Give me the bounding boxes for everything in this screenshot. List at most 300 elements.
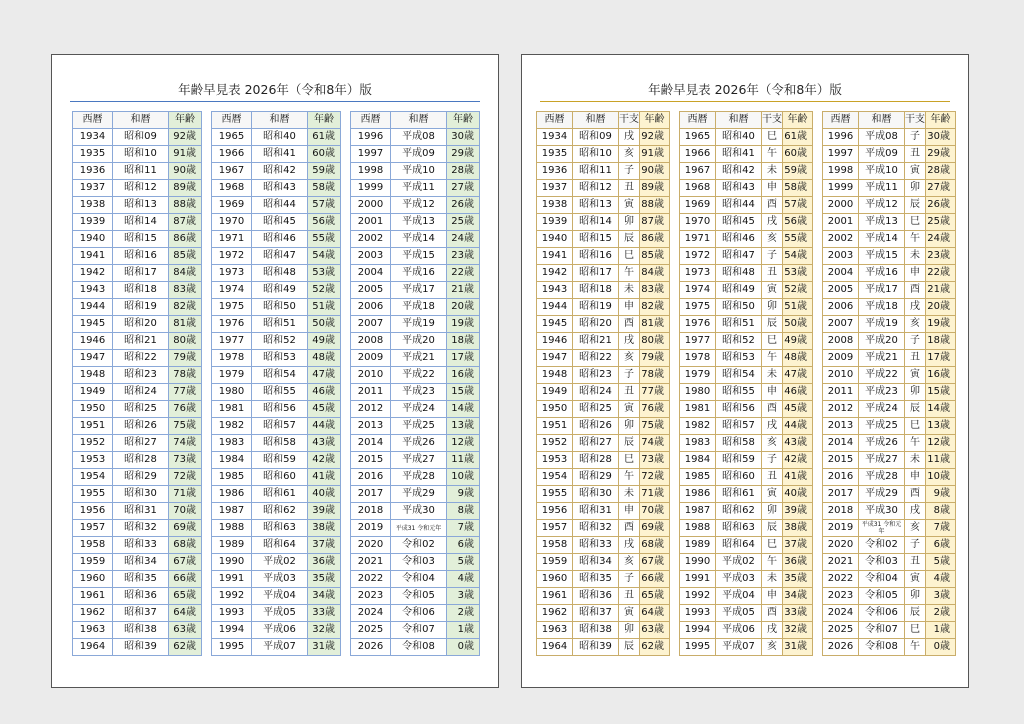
wareki-cell: 昭和41 bbox=[716, 146, 762, 163]
seireki-cell: 1998 bbox=[823, 163, 859, 180]
age-cell: 40歳 bbox=[783, 486, 813, 503]
table-row bbox=[537, 486, 670, 503]
table-row bbox=[212, 571, 341, 588]
age-cell: 9歳 bbox=[926, 486, 956, 503]
wareki-cell: 昭和31 bbox=[113, 503, 169, 520]
seireki-cell: 1941 bbox=[73, 248, 113, 265]
age-cell: 89歳 bbox=[640, 180, 670, 197]
seireki-cell: 1979 bbox=[212, 367, 252, 384]
age-cell: 17歳 bbox=[447, 350, 480, 367]
header-row bbox=[351, 112, 480, 129]
seireki-cell: 1956 bbox=[73, 503, 113, 520]
age-cell: 20歳 bbox=[447, 299, 480, 316]
eto-cell: 亥 bbox=[762, 435, 783, 452]
age-cell: 19歳 bbox=[926, 316, 956, 333]
seireki-cell: 1981 bbox=[212, 401, 252, 418]
wareki-cell: 昭和24 bbox=[573, 384, 619, 401]
wareki-cell: 平成07 bbox=[716, 639, 762, 656]
seireki-cell: 2012 bbox=[823, 401, 859, 418]
wareki-cell: 昭和64 bbox=[716, 537, 762, 554]
seireki-cell: 1942 bbox=[537, 265, 573, 282]
table-row bbox=[823, 520, 956, 537]
table-row bbox=[212, 316, 341, 333]
eto-cell: 酉 bbox=[619, 316, 640, 333]
eto-cell: 酉 bbox=[762, 401, 783, 418]
table-row bbox=[351, 520, 480, 537]
header-age: 年齢 bbox=[169, 112, 202, 129]
eto-cell: 未 bbox=[619, 486, 640, 503]
seireki-cell: 1952 bbox=[537, 435, 573, 452]
seireki-cell: 1983 bbox=[212, 435, 252, 452]
age-cell: 73歳 bbox=[640, 452, 670, 469]
wareki-cell: 昭和22 bbox=[113, 350, 169, 367]
seireki-cell: 2007 bbox=[823, 316, 859, 333]
table-row bbox=[73, 418, 202, 435]
wareki-cell: 平成10 bbox=[859, 163, 905, 180]
seireki-cell: 2003 bbox=[351, 248, 391, 265]
wareki-cell: 昭和21 bbox=[113, 333, 169, 350]
age-table bbox=[72, 111, 202, 656]
seireki-cell: 2001 bbox=[351, 214, 391, 231]
table-row bbox=[680, 350, 813, 367]
age-cell: 39歳 bbox=[308, 503, 341, 520]
age-cell: 39歳 bbox=[783, 503, 813, 520]
wareki-cell: 令和02 bbox=[391, 537, 447, 554]
eto-cell: 未 bbox=[762, 163, 783, 180]
table-row bbox=[680, 282, 813, 299]
seireki-cell: 1991 bbox=[680, 571, 716, 588]
seireki-cell: 1965 bbox=[212, 129, 252, 146]
table-row bbox=[823, 384, 956, 401]
table-row bbox=[212, 418, 341, 435]
wareki-cell: 昭和44 bbox=[252, 197, 308, 214]
age-cell: 53歳 bbox=[308, 265, 341, 282]
wareki-cell: 昭和23 bbox=[113, 367, 169, 384]
age-cell: 47歳 bbox=[308, 367, 341, 384]
eto-cell: 申 bbox=[762, 588, 783, 605]
table-row bbox=[537, 452, 670, 469]
eto-cell: 卯 bbox=[762, 299, 783, 316]
age-cell: 45歳 bbox=[783, 401, 813, 418]
wareki-cell: 平成30 bbox=[391, 503, 447, 520]
seireki-cell: 1996 bbox=[351, 129, 391, 146]
age-cell: 0歳 bbox=[926, 639, 956, 656]
seireki-cell: 2016 bbox=[351, 469, 391, 486]
seireki-cell: 1959 bbox=[73, 554, 113, 571]
wareki-cell: 平成18 bbox=[859, 299, 905, 316]
eto-cell: 申 bbox=[905, 469, 926, 486]
seireki-cell: 2010 bbox=[823, 367, 859, 384]
age-cell: 58歳 bbox=[783, 180, 813, 197]
table-row bbox=[212, 333, 341, 350]
age-cell: 47歳 bbox=[783, 367, 813, 384]
table-row bbox=[680, 333, 813, 350]
wareki-cell: 令和04 bbox=[859, 571, 905, 588]
age-cell: 61歳 bbox=[308, 129, 341, 146]
age-cell: 83歳 bbox=[640, 282, 670, 299]
table-row bbox=[537, 367, 670, 384]
table-row bbox=[823, 316, 956, 333]
table-row bbox=[680, 299, 813, 316]
wareki-cell: 令和02 bbox=[859, 537, 905, 554]
table-row bbox=[73, 214, 202, 231]
age-cell: 41歳 bbox=[308, 469, 341, 486]
eto-cell: 卯 bbox=[905, 588, 926, 605]
wareki-cell: 平成26 bbox=[859, 435, 905, 452]
seireki-cell: 2002 bbox=[823, 231, 859, 248]
eto-cell: 酉 bbox=[762, 605, 783, 622]
wareki-cell: 平成02 bbox=[252, 554, 308, 571]
table-row bbox=[537, 350, 670, 367]
eto-cell: 未 bbox=[762, 571, 783, 588]
wareki-cell: 昭和35 bbox=[113, 571, 169, 588]
table-row bbox=[73, 197, 202, 214]
table-row bbox=[823, 418, 956, 435]
wareki-cell: 昭和16 bbox=[113, 248, 169, 265]
age-cell: 79歳 bbox=[169, 350, 202, 367]
table-row bbox=[351, 197, 480, 214]
table-row bbox=[212, 554, 341, 571]
age-cell: 25歳 bbox=[447, 214, 480, 231]
age-cell: 67歳 bbox=[169, 554, 202, 571]
table-row bbox=[823, 163, 956, 180]
seireki-cell: 2014 bbox=[351, 435, 391, 452]
seireki-cell: 1976 bbox=[680, 316, 716, 333]
seireki-cell: 1985 bbox=[212, 469, 252, 486]
age-cell: 9歳 bbox=[447, 486, 480, 503]
header-row bbox=[73, 112, 202, 129]
wareki-cell: 昭和45 bbox=[716, 214, 762, 231]
age-cell: 24歳 bbox=[926, 231, 956, 248]
wareki-cell: 昭和27 bbox=[113, 435, 169, 452]
seireki-cell: 1961 bbox=[537, 588, 573, 605]
header-row bbox=[823, 112, 956, 129]
eto-cell: 子 bbox=[619, 571, 640, 588]
eto-cell: 子 bbox=[905, 333, 926, 350]
header-age: 年齢 bbox=[447, 112, 480, 129]
age-cell: 90歳 bbox=[640, 163, 670, 180]
table-row bbox=[73, 520, 202, 537]
wareki-cell: 平成06 bbox=[716, 622, 762, 639]
age-cell: 15歳 bbox=[926, 384, 956, 401]
wareki-cell: 昭和50 bbox=[252, 299, 308, 316]
age-cell: 32歳 bbox=[308, 622, 341, 639]
age-cell: 37歳 bbox=[783, 537, 813, 554]
seireki-cell: 2001 bbox=[823, 214, 859, 231]
table-row bbox=[351, 350, 480, 367]
seireki-cell: 2003 bbox=[823, 248, 859, 265]
age-cell: 55歳 bbox=[308, 231, 341, 248]
seireki-cell: 2006 bbox=[823, 299, 859, 316]
seireki-cell: 1999 bbox=[823, 180, 859, 197]
eto-cell: 卯 bbox=[762, 503, 783, 520]
seireki-cell: 2025 bbox=[823, 622, 859, 639]
age-cell: 83歳 bbox=[169, 282, 202, 299]
age-cell: 64歳 bbox=[640, 605, 670, 622]
seireki-cell: 1947 bbox=[537, 350, 573, 367]
eto-cell: 申 bbox=[762, 384, 783, 401]
table-row bbox=[823, 605, 956, 622]
age-cell: 63歳 bbox=[169, 622, 202, 639]
eto-cell: 丑 bbox=[905, 350, 926, 367]
age-cell: 49歳 bbox=[783, 333, 813, 350]
wareki-cell: 昭和22 bbox=[573, 350, 619, 367]
table-row bbox=[823, 639, 956, 656]
table-row bbox=[537, 299, 670, 316]
seireki-cell: 1947 bbox=[73, 350, 113, 367]
eto-cell: 丑 bbox=[619, 588, 640, 605]
seireki-cell: 2018 bbox=[351, 503, 391, 520]
eto-cell: 卯 bbox=[905, 180, 926, 197]
wareki-cell: 昭和15 bbox=[573, 231, 619, 248]
seireki-cell: 1950 bbox=[73, 401, 113, 418]
seireki-cell: 1982 bbox=[680, 418, 716, 435]
wareki-cell: 昭和14 bbox=[573, 214, 619, 231]
age-cell: 52歳 bbox=[308, 282, 341, 299]
table-row bbox=[680, 605, 813, 622]
table-row bbox=[212, 299, 341, 316]
eto-cell: 卯 bbox=[619, 622, 640, 639]
wareki-cell: 昭和30 bbox=[573, 486, 619, 503]
age-cell: 0歳 bbox=[447, 639, 480, 656]
table-row bbox=[351, 299, 480, 316]
table-row bbox=[212, 605, 341, 622]
eto-cell: 戌 bbox=[905, 503, 926, 520]
seireki-cell: 1979 bbox=[680, 367, 716, 384]
table-row bbox=[351, 129, 480, 146]
table-row bbox=[73, 333, 202, 350]
seireki-cell: 1975 bbox=[680, 299, 716, 316]
age-cell: 19歳 bbox=[447, 316, 480, 333]
age-cell: 85歳 bbox=[640, 248, 670, 265]
age-chart-sheet-blue bbox=[51, 54, 499, 688]
table-row bbox=[212, 163, 341, 180]
wareki-cell: 平成15 bbox=[391, 248, 447, 265]
eto-cell: 亥 bbox=[905, 316, 926, 333]
wareki-cell: 昭和39 bbox=[113, 639, 169, 656]
eto-cell: 丑 bbox=[619, 180, 640, 197]
eto-cell: 寅 bbox=[905, 571, 926, 588]
eto-cell: 亥 bbox=[619, 554, 640, 571]
wareki-cell: 昭和42 bbox=[716, 163, 762, 180]
age-cell: 73歳 bbox=[169, 452, 202, 469]
table-row bbox=[212, 503, 341, 520]
wareki-cell: 昭和52 bbox=[716, 333, 762, 350]
wareki-cell: 昭和42 bbox=[252, 163, 308, 180]
seireki-cell: 1971 bbox=[680, 231, 716, 248]
wareki-cell: 平成03 bbox=[252, 571, 308, 588]
age-cell: 68歳 bbox=[169, 537, 202, 554]
wareki-cell: 令和07 bbox=[391, 622, 447, 639]
wareki-cell: 昭和19 bbox=[113, 299, 169, 316]
table-row bbox=[823, 282, 956, 299]
table-row bbox=[823, 367, 956, 384]
seireki-cell: 1982 bbox=[212, 418, 252, 435]
age-cell: 21歳 bbox=[926, 282, 956, 299]
wareki-cell: 令和03 bbox=[391, 554, 447, 571]
wareki-cell: 昭和29 bbox=[573, 469, 619, 486]
wareki-cell: 平成19 bbox=[391, 316, 447, 333]
age-cell: 22歳 bbox=[926, 265, 956, 282]
wareki-cell: 平成13 bbox=[859, 214, 905, 231]
age-cell: 4歳 bbox=[926, 571, 956, 588]
table-row bbox=[212, 401, 341, 418]
table-row bbox=[212, 452, 341, 469]
eto-cell: 寅 bbox=[905, 367, 926, 384]
eto-cell: 卯 bbox=[905, 384, 926, 401]
table-row bbox=[351, 537, 480, 554]
eto-cell: 卯 bbox=[619, 214, 640, 231]
age-cell: 4歳 bbox=[447, 571, 480, 588]
eto-cell: 午 bbox=[905, 231, 926, 248]
age-cell: 24歳 bbox=[447, 231, 480, 248]
table-row bbox=[212, 129, 341, 146]
age-cell: 14歳 bbox=[447, 401, 480, 418]
table-row bbox=[212, 537, 341, 554]
table-row bbox=[680, 316, 813, 333]
seireki-cell: 1948 bbox=[73, 367, 113, 384]
wareki-cell: 昭和54 bbox=[252, 367, 308, 384]
wareki-cell: 平成21 bbox=[391, 350, 447, 367]
eto-cell: 卯 bbox=[619, 418, 640, 435]
age-cell: 70歳 bbox=[169, 503, 202, 520]
seireki-cell: 1972 bbox=[680, 248, 716, 265]
wareki-cell: 昭和13 bbox=[113, 197, 169, 214]
age-cell: 6歳 bbox=[447, 537, 480, 554]
age-cell: 27歳 bbox=[447, 180, 480, 197]
age-cell: 89歳 bbox=[169, 180, 202, 197]
table-row bbox=[537, 469, 670, 486]
table-row bbox=[351, 248, 480, 265]
table-row bbox=[351, 146, 480, 163]
eto-cell: 子 bbox=[905, 537, 926, 554]
eto-cell: 未 bbox=[762, 367, 783, 384]
eto-cell: 酉 bbox=[905, 486, 926, 503]
wareki-cell: 昭和57 bbox=[716, 418, 762, 435]
seireki-cell: 1968 bbox=[680, 180, 716, 197]
wareki-cell: 平成30 bbox=[859, 503, 905, 520]
seireki-cell: 1953 bbox=[73, 452, 113, 469]
table-row bbox=[680, 435, 813, 452]
seireki-cell: 1988 bbox=[212, 520, 252, 537]
eto-cell: 巳 bbox=[762, 537, 783, 554]
age-cell: 72歳 bbox=[169, 469, 202, 486]
table-row bbox=[212, 435, 341, 452]
table-row bbox=[537, 520, 670, 537]
table-row bbox=[351, 333, 480, 350]
wareki-cell: 令和04 bbox=[391, 571, 447, 588]
seireki-cell: 1969 bbox=[212, 197, 252, 214]
eto-cell: 戌 bbox=[619, 537, 640, 554]
header-row bbox=[680, 112, 813, 129]
age-cell: 63歳 bbox=[640, 622, 670, 639]
table-row bbox=[351, 435, 480, 452]
seireki-cell: 1957 bbox=[73, 520, 113, 537]
seireki-cell: 1997 bbox=[351, 146, 391, 163]
table-row bbox=[73, 639, 202, 656]
age-cell: 52歳 bbox=[783, 282, 813, 299]
seireki-cell: 2009 bbox=[823, 350, 859, 367]
table-row bbox=[680, 265, 813, 282]
wareki-cell: 令和05 bbox=[859, 588, 905, 605]
age-cell: 46歳 bbox=[783, 384, 813, 401]
age-cell: 87歳 bbox=[640, 214, 670, 231]
wareki-cell: 平成05 bbox=[716, 605, 762, 622]
wareki-cell: 平成24 bbox=[391, 401, 447, 418]
age-cell: 8歳 bbox=[926, 503, 956, 520]
age-cell: 36歳 bbox=[783, 554, 813, 571]
eto-cell: 午 bbox=[762, 350, 783, 367]
seireki-cell: 2008 bbox=[351, 333, 391, 350]
age-cell: 12歳 bbox=[926, 435, 956, 452]
seireki-cell: 2008 bbox=[823, 333, 859, 350]
wareki-cell: 平成19 bbox=[859, 316, 905, 333]
wareki-cell: 平成22 bbox=[391, 367, 447, 384]
age-table bbox=[211, 111, 341, 656]
wareki-cell: 平成16 bbox=[859, 265, 905, 282]
table-row bbox=[212, 282, 341, 299]
age-cell: 43歳 bbox=[783, 435, 813, 452]
seireki-cell: 2000 bbox=[351, 197, 391, 214]
table-row bbox=[351, 588, 480, 605]
seireki-cell: 1978 bbox=[680, 350, 716, 367]
eto-cell: 辰 bbox=[762, 316, 783, 333]
seireki-cell: 2015 bbox=[351, 452, 391, 469]
seireki-cell: 1993 bbox=[212, 605, 252, 622]
age-cell: 69歳 bbox=[169, 520, 202, 537]
table-row bbox=[73, 588, 202, 605]
table-row bbox=[680, 486, 813, 503]
age-cell: 85歳 bbox=[169, 248, 202, 265]
age-cell: 53歳 bbox=[783, 265, 813, 282]
age-cell: 7歳 bbox=[926, 520, 956, 537]
seireki-cell: 1966 bbox=[680, 146, 716, 163]
seireki-cell: 1957 bbox=[537, 520, 573, 537]
header-eto: 干支 bbox=[762, 112, 783, 129]
age-cell: 31歳 bbox=[783, 639, 813, 656]
table-row bbox=[351, 282, 480, 299]
table-row bbox=[537, 622, 670, 639]
age-cell: 11歳 bbox=[447, 452, 480, 469]
seireki-cell: 1940 bbox=[73, 231, 113, 248]
sheet-title: 年齢早見表 2026年（令和8年）版 bbox=[70, 81, 480, 102]
table-row bbox=[823, 333, 956, 350]
seireki-cell: 1983 bbox=[680, 435, 716, 452]
seireki-cell: 1944 bbox=[73, 299, 113, 316]
table-row bbox=[680, 503, 813, 520]
eto-cell: 辰 bbox=[905, 197, 926, 214]
wareki-cell: 昭和20 bbox=[573, 316, 619, 333]
wareki-cell: 平成31 令和元年 bbox=[391, 520, 447, 537]
table-row bbox=[537, 231, 670, 248]
wareki-cell: 昭和37 bbox=[573, 605, 619, 622]
table-row bbox=[537, 282, 670, 299]
seireki-cell: 1970 bbox=[680, 214, 716, 231]
seireki-cell: 2002 bbox=[351, 231, 391, 248]
table-row bbox=[537, 605, 670, 622]
eto-cell: 巳 bbox=[762, 333, 783, 350]
table-row bbox=[351, 214, 480, 231]
table-row bbox=[823, 265, 956, 282]
seireki-cell: 1945 bbox=[73, 316, 113, 333]
seireki-cell: 1999 bbox=[351, 180, 391, 197]
age-cell: 77歳 bbox=[169, 384, 202, 401]
wareki-cell: 昭和15 bbox=[113, 231, 169, 248]
seireki-cell: 1995 bbox=[680, 639, 716, 656]
table-row bbox=[823, 622, 956, 639]
seireki-cell: 1975 bbox=[212, 299, 252, 316]
age-cell: 57歳 bbox=[783, 197, 813, 214]
